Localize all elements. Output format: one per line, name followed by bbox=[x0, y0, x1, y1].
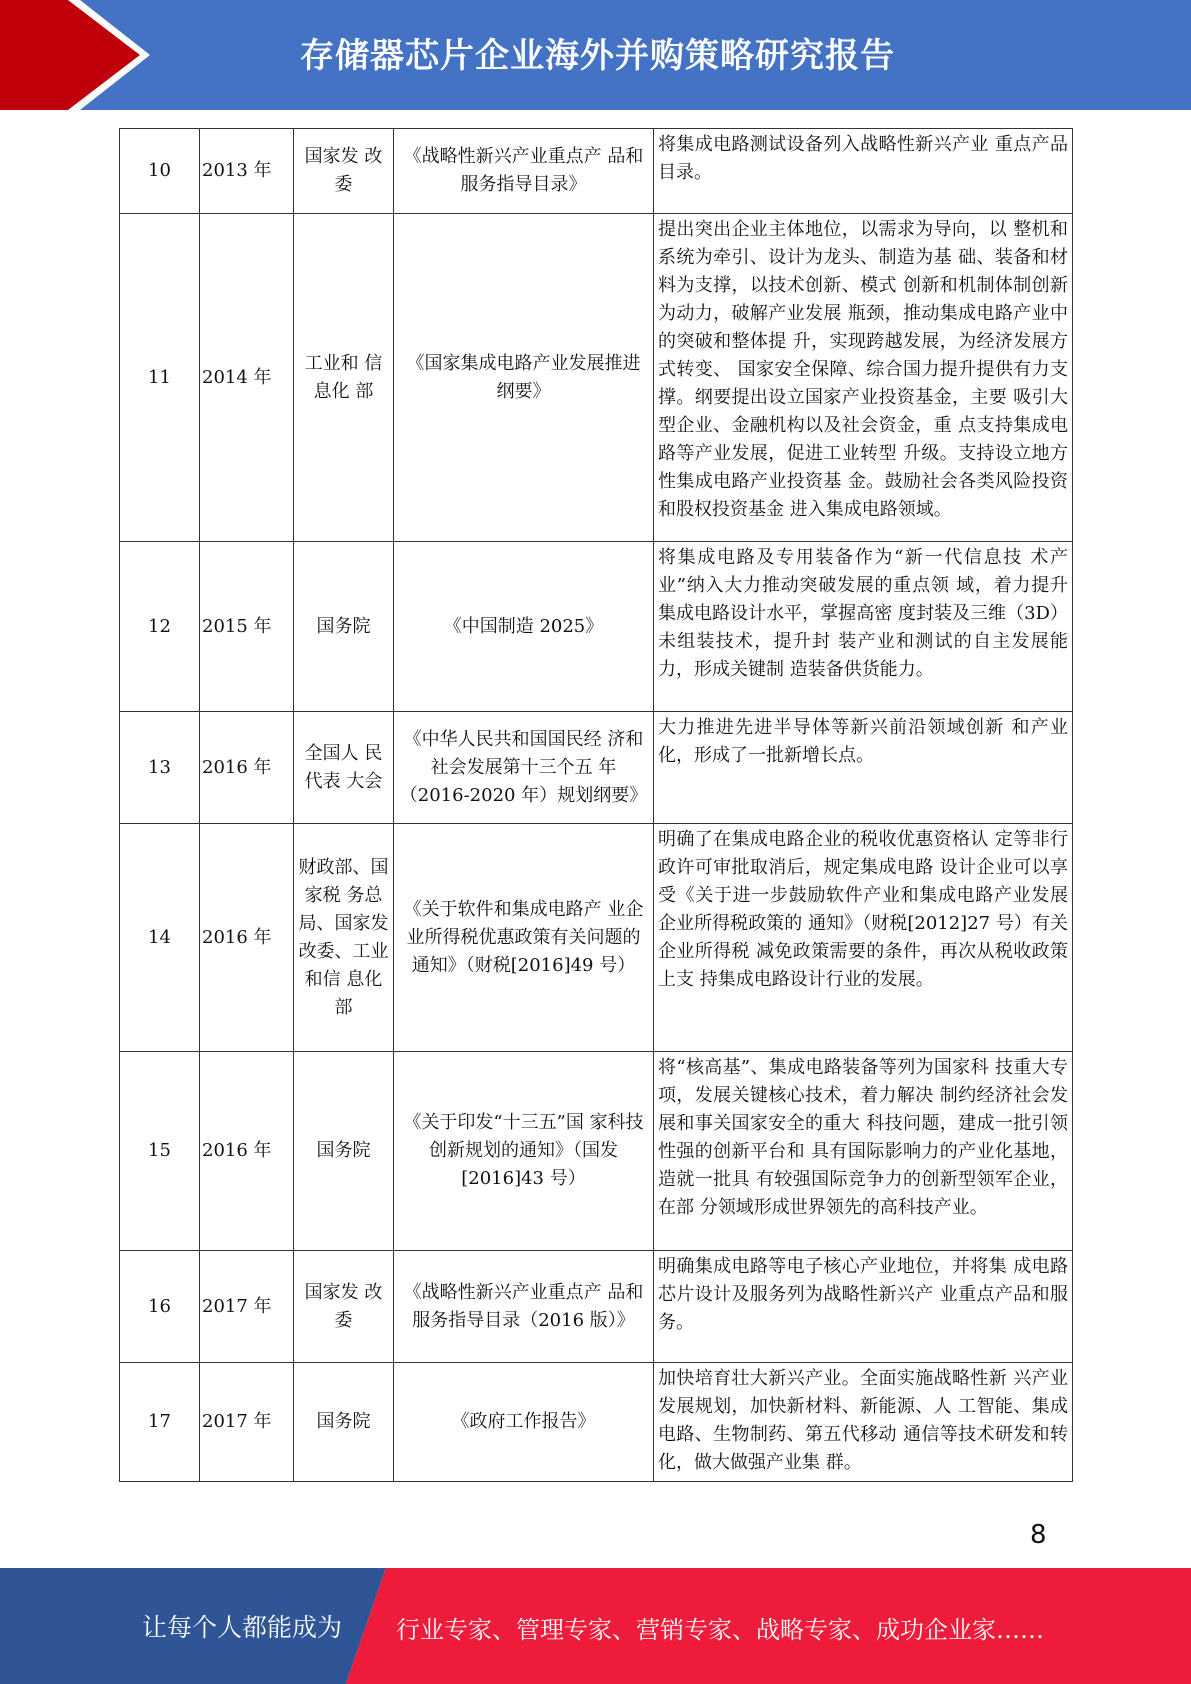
table-row bbox=[120, 1052, 1073, 1251]
row-number: 17 bbox=[120, 1363, 200, 1482]
row-desc: 明确了在集成电路企业的税收优惠资格认 定等非行政许可审批取消后，规定集成电路 设计企业可以享受《关于进一步鼓励软件产业和集成电路产业发展企业所得税政策的 通知》（财税[2012]27 号）有关企业所得税 减免政策需要的条件，再次从税收政策上支 持集成电路设计行业的发展。 bbox=[654, 824, 1073, 1052]
row-year: 2015 年 bbox=[200, 542, 294, 712]
page-footer bbox=[0, 1568, 1191, 1684]
row-doc: 《中国制造 2025》 bbox=[394, 542, 654, 712]
row-doc: 《关于软件和集成电路产 业企业所得税优惠政策有关问题的通知》（财税[2016]49 号） bbox=[394, 824, 654, 1052]
row-desc: 加快培育壮大新兴产业。全面实施战略性新 兴产业发展规划，加快新材料、新能源、人 工智能、集成电路、生物制药、第五代移动 通信等技术研发和转化，做大做强产业集 群。 bbox=[654, 1363, 1073, 1482]
row-doc: 《战略性新兴产业重点产 品和服务指导目录（2016 版）》 bbox=[394, 1251, 654, 1363]
row-org: 国家发 改委 bbox=[294, 1251, 394, 1363]
row-year: 2016 年 bbox=[200, 1052, 294, 1251]
row-org: 工业和 信息化 部 bbox=[294, 214, 394, 542]
row-org: 国务院 bbox=[294, 1052, 394, 1251]
row-doc: 《国家集成电路产业发展推进纲要》 bbox=[394, 214, 654, 542]
table-row bbox=[120, 1251, 1073, 1363]
row-desc: 将集成电路及专用装备作为“新一代信息技 术产业”纳入大力推动突破发展的重点领 域，着力提升集成电路设计水平，掌握高密 度封装及三维（3D）未组装技术，提升封 装产业和测试的自主发展能力，形成关键制 造装备供货能力。 bbox=[654, 542, 1073, 712]
table-row bbox=[120, 129, 1073, 214]
row-desc: 将集成电路测试设备列入战略性新兴产业 重点产品目录。 bbox=[654, 129, 1073, 214]
row-doc: 《战略性新兴产业重点产 品和服务指导目录》 bbox=[394, 129, 654, 214]
row-doc: 《政府工作报告》 bbox=[394, 1363, 654, 1482]
row-number: 11 bbox=[120, 214, 200, 542]
row-number: 12 bbox=[120, 542, 200, 712]
row-org: 财政部、国家税 务总局、国家发 改委、工业和信 息化部 bbox=[294, 824, 394, 1052]
row-year: 2016 年 bbox=[200, 824, 294, 1052]
row-year: 2014 年 bbox=[200, 214, 294, 542]
row-org: 国务院 bbox=[294, 542, 394, 712]
row-doc: 《中华人民共和国国民经 济和社会发展第十三个五 年（2016-2020 年）规划纲要》 bbox=[394, 712, 654, 824]
row-year: 2017 年 bbox=[200, 1251, 294, 1363]
row-year: 2017 年 bbox=[200, 1363, 294, 1482]
table-row bbox=[120, 824, 1073, 1052]
row-org: 国家发 改委 bbox=[294, 129, 394, 214]
row-number: 14 bbox=[120, 824, 200, 1052]
arrow-chevron-icon bbox=[0, 0, 150, 110]
row-number: 15 bbox=[120, 1052, 200, 1251]
row-org: 国务院 bbox=[294, 1363, 394, 1482]
row-year: 2013 年 bbox=[200, 129, 294, 214]
row-desc: 大力推进先进半导体等新兴前沿领域创新 和产业化，形成了一批新增长点。 bbox=[654, 712, 1073, 824]
row-year: 2016 年 bbox=[200, 712, 294, 824]
page-header bbox=[0, 0, 1191, 110]
table-row bbox=[120, 1363, 1073, 1482]
page-number: 8 bbox=[1030, 1520, 1047, 1550]
report-title: 存储器芯片企业海外并购策略研究报告 bbox=[300, 36, 895, 76]
footer-slogan-left: 让每个人都能成为 bbox=[142, 1613, 343, 1642]
row-desc: 将“核高基”、集成电路装备等列为国家科 技重大专项，发展关键核心技术，着力解决 制约经济社会发展和事关国家安全的重大 科技问题，建成一批引领性强的创新平台和 具有国际影响力的产业化基地，造就一批具 有较强国际竞争力的创新型领军企业，在部 分领域形成世界领先的高科技产业。 bbox=[654, 1052, 1073, 1251]
row-number: 10 bbox=[120, 129, 200, 214]
row-number: 13 bbox=[120, 712, 200, 824]
footer-slogan-right: 行业专家、管理专家、营销专家、战略专家、成功企业家…… bbox=[396, 1616, 1044, 1644]
table-row bbox=[120, 214, 1073, 542]
row-number: 16 bbox=[120, 1251, 200, 1363]
row-doc: 《关于印发“十三五”国 家科技创新规划的通知》（国发[2016]43 号） bbox=[394, 1052, 654, 1251]
policy-table bbox=[119, 128, 1073, 1482]
row-org: 全国人 民代表 大会 bbox=[294, 712, 394, 824]
table-row bbox=[120, 542, 1073, 712]
table-row bbox=[120, 712, 1073, 824]
row-desc: 明确集成电路等电子核心产业地位，并将集 成电路芯片设计及服务列为战略性新兴产 业重点产品和服务。 bbox=[654, 1251, 1073, 1363]
row-desc: 提出突出企业主体地位，以需求为导向，以 整机和系统为牵引、设计为龙头、制造为基 础、装备和材料为支撑，以技术创新、模式 创新和机制体制创新为动力，破解产业发展 瓶颈，推动集成电路产业中的突破和整体提 升，实现跨越发展，为经济发展方式转变、 国家安全保障、综合国力提升提供有力支 撑。纲要提出设立国家产业投资基金，主要 吸引大型企业、金融机构以及社会资金，重 点支持集成电路等产业发展，促进工业转型 升级。支持设立地方性集成电路产业投资基 金。鼓励社会各类风险投资和股权投资基金 进入集成电路领域。 bbox=[654, 214, 1073, 542]
